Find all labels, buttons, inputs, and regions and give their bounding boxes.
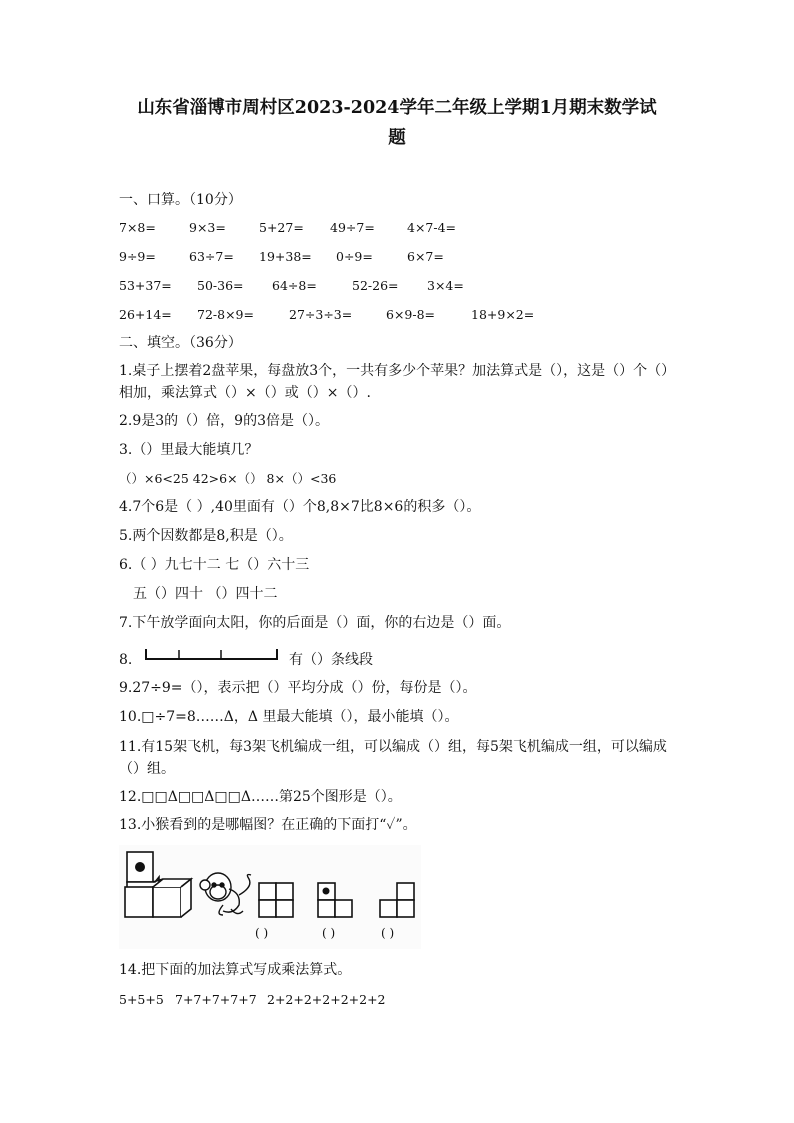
arith-item: 26+14= [119, 307, 172, 322]
arith-item: 0÷9= [336, 249, 373, 264]
arith-item: 72-8×9= [197, 307, 254, 322]
monkey-icon [200, 873, 251, 915]
arith-row-1 [119, 218, 456, 238]
question-8-text: 有（）条线段 [289, 652, 373, 668]
question-3-items: （）×6<25 42>6×（） 8×（）<36 [119, 471, 337, 486]
question-7: 7.下午放学面向太阳，你的后面是（）面，你的右边是（）面。 [119, 615, 511, 631]
arith-item: 63÷7= [189, 249, 234, 264]
answer-choice-1[interactable]: ( ) [255, 926, 269, 940]
arith-row-4 [119, 305, 534, 325]
section1-heading: 一、口算。（10分） [119, 192, 242, 208]
question-2: 2.9是3的（）倍，9的3倍是（）。 [119, 413, 329, 429]
question-13: 13.小猴看到的是哪幅图？在正确的下面打“✓”。 [119, 817, 417, 833]
question-6a: 6.（ ）九七十二 七（）六十三 [119, 557, 310, 573]
question-1: 1.桌子上摆着2盘苹果，每盘放3个，一共有多少个苹果？加法算式是（），这是（）个（）相加，乘法算式（）×（）或（）×（）. [119, 363, 676, 401]
question-14: 14.把下面的加法算式写成乘法算式。 [119, 962, 352, 978]
arith-item: 27÷3÷3= [289, 307, 353, 322]
answer-choice-2[interactable]: ( ) [322, 926, 336, 940]
question-11: 11.有15架飞机，每3架飞机编成一组，可以编成（）组，每5架飞机编成一组，可以编成（）组。 [119, 739, 667, 777]
arith-item: 4×7-4= [407, 220, 457, 235]
question-8-number: 8. [119, 652, 133, 668]
arith-item: 52-26= [352, 278, 399, 293]
answer-choice-3[interactable]: ( ) [381, 926, 395, 940]
exam-title-line2: 题 [388, 128, 406, 148]
arith-item: 9×3= [189, 220, 226, 235]
arith-item: 64÷8= [272, 278, 317, 293]
exam-title-line1: 山东省淄博市周村区2023-2024学年二年级上学期1月期末数学试 [137, 98, 657, 118]
arith-item: 53+37= [119, 278, 172, 293]
arith-item: 3×4= [427, 278, 464, 293]
question-14-items [119, 990, 386, 1010]
cube-views-drawing [119, 845, 421, 949]
arith-item: 49÷7= [330, 220, 375, 235]
arith-item: 6×7= [407, 249, 444, 264]
addition-expression: 7+7+7+7+7 [175, 992, 257, 1007]
arith-item: 9÷9= [119, 249, 156, 264]
dot-icon [323, 888, 330, 895]
arith-item: 5+27= [259, 220, 304, 235]
question-3: 3.（）里最大能填几？ [119, 442, 259, 458]
dot-icon [135, 862, 145, 872]
arith-row-2 [119, 247, 444, 267]
question-9: 9.27÷9=（），表示把（）平均分成（）份，每份是（）。 [119, 680, 477, 696]
question-10: 10.□÷7=8……Δ，Δ 里最大能填（），最小能填（）。 [119, 709, 459, 725]
question-4: 4.7个6是（ ）,40里面有（）个8,8×7比8×6的积多（）。 [119, 499, 481, 515]
question-6b: 五（）四十 （）四十二 [133, 586, 278, 602]
arith-item: 6×9-8= [386, 307, 436, 322]
section2-heading: 二、填空。（36分） [119, 335, 242, 351]
question-5: 5.两个因数都是8,积是（）。 [119, 528, 293, 544]
arith-item: 19+38= [259, 249, 312, 264]
addition-expression: 2+2+2+2+2+2+2 [267, 992, 386, 1007]
question-12: 12.□□Δ□□Δ□□Δ……第25个图形是（）。 [119, 789, 402, 805]
arith-item: 7×8= [119, 220, 156, 235]
line-segment-figure [142, 643, 282, 663]
arith-item: 50-36= [197, 278, 244, 293]
monkey-view-figure [119, 845, 421, 949]
arith-item: 18+9×2= [471, 307, 535, 322]
addition-expression: 5+5+5 [119, 992, 164, 1007]
arith-row-3 [119, 276, 464, 296]
